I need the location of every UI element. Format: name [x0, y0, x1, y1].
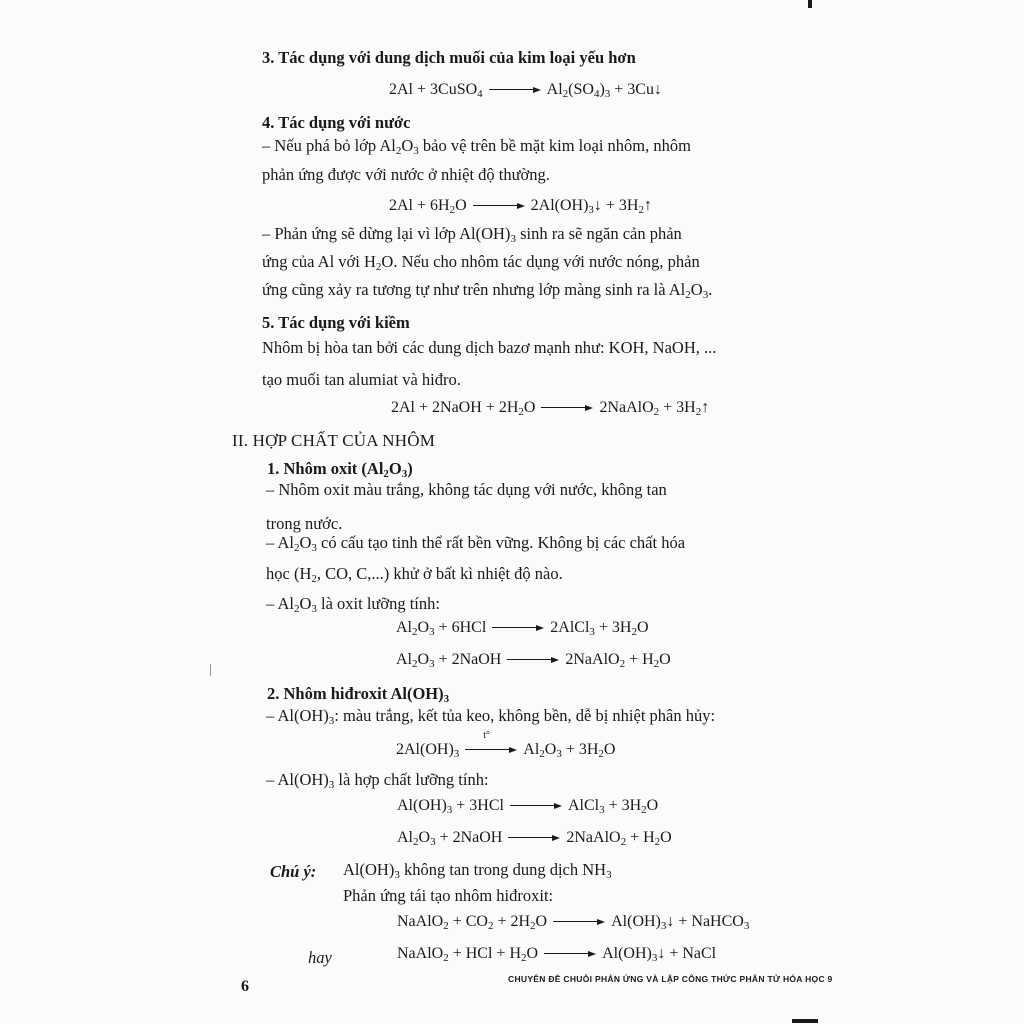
equation-al2o3-hcl: $Al_2O_3 + 6HCl$ 2AlCl$_3$ + $3H_2O$: [396, 619, 649, 638]
heading-5: 5. Tác dụng với kiềm: [262, 313, 410, 332]
paragraph-line: – Phản ứng sẽ dừng lại vì lớp $Al(OH)_3$ sinh ra sẽ ngăn cản phản: [262, 224, 682, 245]
equation-cuso4: 2Al + 3CuSO$_4$ $Al_2(SO_4)_3$ + 3Cu↓: [389, 81, 662, 100]
heading-nhom-hidroxit: 2. Nhôm hiđroxit $Al(OH)_3$: [267, 684, 450, 705]
running-title: CHUYÊN ĐỀ CHUỖI PHẢN ỨNG VÀ LẬP CÔNG THỨC PHÂN TỬ HÓA HỌC 9: [508, 974, 833, 984]
arrow-icon: [473, 196, 525, 216]
equation-water: $2Al + 6H_2O$ $2Al(OH)_3↓$ + $3H_2↑$: [389, 197, 652, 216]
equation-naoh: 2Al + 2NaOH + $2H_2O$ 2NaAlO$_2$ + $3H_2↑$: [391, 399, 710, 418]
arrow-icon: [507, 650, 559, 670]
equation-naalo2-hcl: NaAlO$_2$ + HCl + $H_2O$ $Al(OH)_3↓$ + NaCl: [397, 945, 717, 964]
heading-4: 4. Tác dụng với nước: [262, 113, 411, 132]
heading-nhom-oxit: 1. Nhôm oxit $(Al_2O_3)$: [267, 459, 413, 480]
arrow-icon: [492, 618, 544, 638]
paragraph-line: – Nếu phá bỏ lớp $Al_2O_3$ bảo vệ trên bề mặt kim loại nhôm, nhôm: [262, 136, 691, 157]
paragraph-line: ứng cũng xảy ra tương tự như trên nhưng lớp màng sinh ra là $Al_2O_3$.: [262, 280, 713, 301]
scan-mark: [792, 1019, 818, 1023]
arrow-icon: t°: [465, 740, 517, 760]
equation-naalo2-co2: NaAlO$_2$ + $CO_2 + 2H_2O$ $Al(OH)_3↓$ + NaHCO$_3$: [397, 913, 750, 932]
arrow-icon: [510, 796, 562, 816]
equation-aloh3-hcl: $Al(OH)_3 + 3HCl$ AlCl$_3$ + $3H_2O$: [397, 797, 659, 816]
arrow-icon: [541, 398, 593, 418]
heading-3: 3. Tác dụng với dung dịch muối của kim loại yếu hơn: [262, 48, 636, 67]
paragraph-line: – $Al_2O_3$ có cấu tạo tinh thể rất bền vững. Không bị các chất hóa: [266, 533, 686, 554]
arrow-icon: [553, 912, 605, 932]
arrow-icon: [508, 828, 560, 848]
heading-section-ii: II. HỢP CHẤT CỦA NHÔM: [232, 431, 436, 450]
note-line: Phản ứng tái tạo nhôm hiđroxit:: [343, 886, 554, 905]
paragraph-line: học ($H_2$, CO, C,...) khử ở bất kì nhiệt độ nào.: [266, 564, 563, 585]
hay-label: hay: [308, 948, 332, 967]
page-number: 6: [241, 978, 249, 995]
paragraph-line: phản ứng được với nước ở nhiệt độ thường.: [262, 165, 550, 184]
paragraph-line: trong nước.: [266, 514, 343, 533]
paragraph-line: ứng của Al với $H_2O$. Nếu cho nhôm tác dụng với nước nóng, phản: [262, 252, 700, 273]
equation-al2o3-naoh: $Al_2O_3$ + 2NaOH 2NaAlO$_2$ + $H_2O$: [396, 651, 671, 670]
arrow-icon: [544, 944, 596, 964]
note-label: Chú ý:: [270, 862, 317, 881]
note-line: $Al(OH)_3$ không tan trong dung dịch $NH_3$: [343, 860, 612, 881]
scan-mark: [808, 0, 812, 8]
paragraph-line: tạo muối tan alumiat và hiđro.: [262, 370, 461, 389]
paragraph-line: – Nhôm oxit màu trắng, không tác dụng với nước, không tan: [266, 480, 667, 499]
paragraph-line: – $Al_2O_3$ là oxit lưỡng tính:: [266, 594, 440, 615]
arrow-icon: [489, 80, 541, 100]
equation-thermal-decomposition: $2Al(OH)_3$ t° $Al_2O_3 + 3H_2O$: [396, 730, 616, 760]
scan-mark: [210, 664, 211, 676]
paragraph-line: Nhôm bị hòa tan bởi các dung dịch bazơ mạnh như: KOH, NaOH, ...: [262, 338, 717, 357]
paragraph-line: – $Al(OH)_3$: màu trắng, kết tủa keo, không bền, dễ bị nhiệt phân hủy:: [266, 706, 716, 727]
paragraph-line: – $Al(OH)_3$ là hợp chất lưỡng tính:: [266, 770, 489, 791]
equation-al2o3-naoh-2: $Al_2O_3$ + 2NaOH 2NaAlO$_2$ + $H_2O$: [397, 829, 672, 848]
